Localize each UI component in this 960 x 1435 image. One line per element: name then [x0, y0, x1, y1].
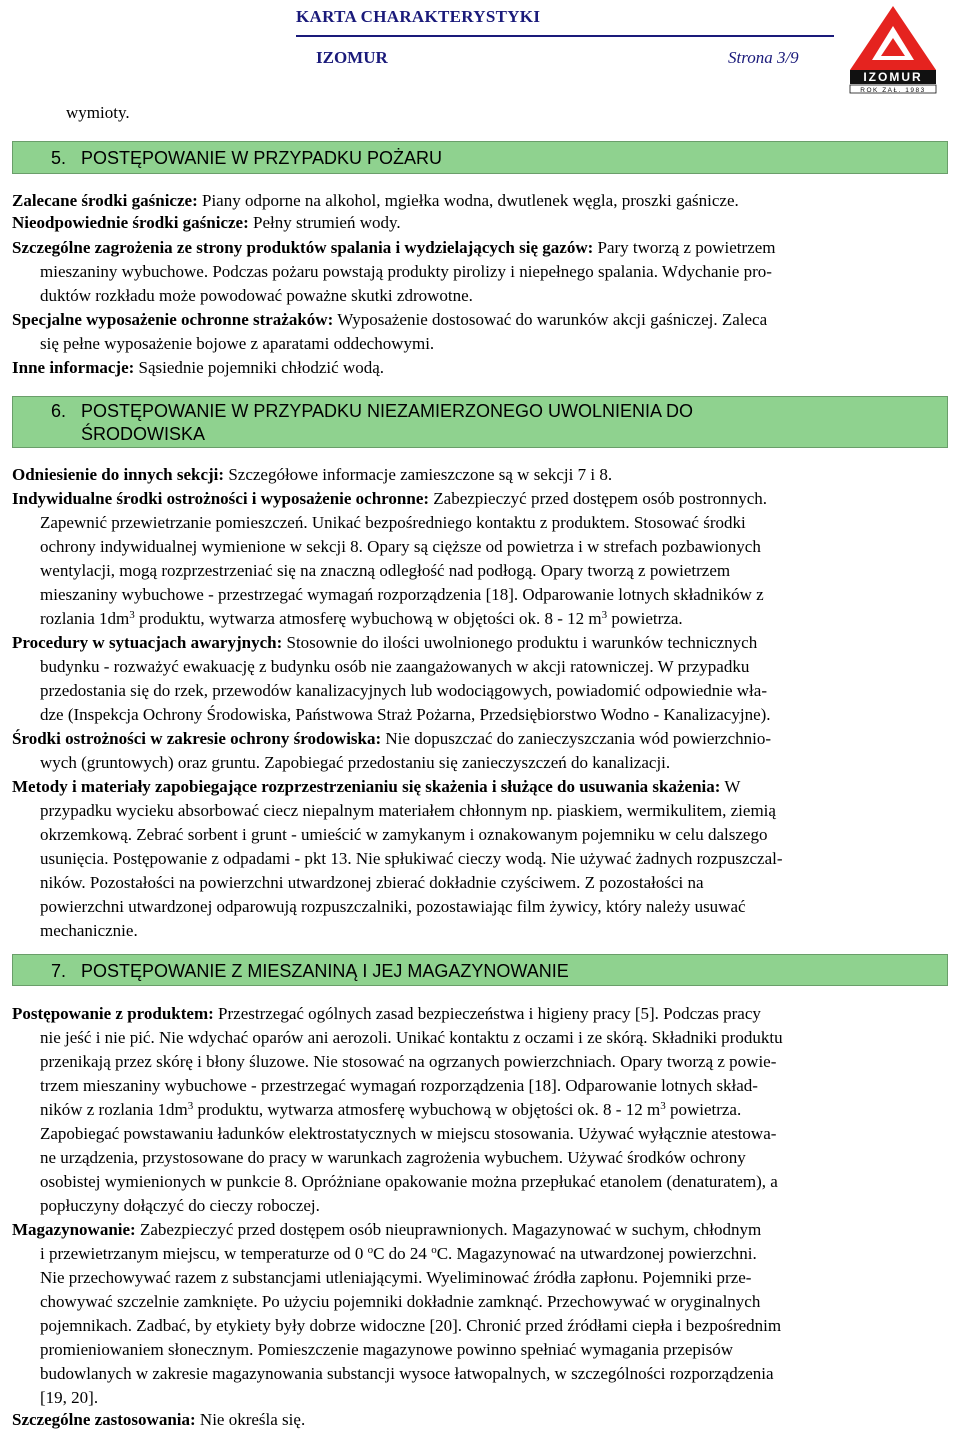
header-divider: [296, 35, 834, 37]
paragraph-line: popłuczyny dołączyć do cieczy roboczej.: [40, 1196, 320, 1215]
paragraph-line: przenikają przez skórę i błony śluzowe. Nie stosować na ogrzanych powierzchniach. Opary tworzą z powie-: [40, 1052, 777, 1071]
paragraph-line: mieszaniny wybuchowe. Podczas pożaru powstają produkty pirolizy i niepełnego spalania. Wdychanie pro-: [40, 262, 772, 281]
paragraph-line: przedostania się do rzek, przewodów kanalizacyjnych lub wodociągowych, powiadomić odpowiednie wła-: [40, 681, 767, 700]
paragraph-line: wentylacji, mogą rozprzestrzeniać się na znaczną odległość nad podłogą. Opary tworzą z powietrzem: [40, 561, 731, 580]
paragraph-line: Indywidualne środki ostrożności i wyposażenie ochronne: Zabezpieczyć przed dostępem osób postronnych.: [12, 489, 768, 508]
paragraph-line: wych (gruntowych) oraz gruntu. Zapobiegać przedostaniu się zanieczyszczeń do kanalizacji.: [40, 753, 671, 772]
paragraph-line: Postępowanie z produktem: Przestrzegać ogólnych zasad bezpieczeństwa i higieny pracy [5]. Podczas pracy: [12, 1004, 761, 1023]
paragraph-line: Szczególne zagrożenia ze strony produktów spalania i wydzielających się gazów: Pary tworzą z powietrzem: [12, 238, 776, 257]
paragraph-line: Zapobiegać powstawaniu ładunków elektrostatycznych w miejscu stosowania. Używać wyłącznie atestowa-: [40, 1124, 777, 1143]
paragraph-line: [19, 20].: [40, 1388, 99, 1407]
paragraph-line: Zalecane środki gaśnicze: Piany odporne na alkohol, mgiełka wodna, dwutlenek węgla, proszki gaśnicze.: [12, 191, 739, 210]
paragraph-line: się pełne wyposażenie bojowe z aparatami oddechowymi.: [40, 334, 435, 353]
paragraph-line: Szczególne zastosowania: Nie określa się.: [12, 1410, 306, 1429]
paragraph-line: nie jeść i nie pić. Nie wdychać oparów ani aerozoli. Unikać kontaktu z oczami i ze skórą. Składniki produktu: [40, 1028, 783, 1047]
section-5-header: [12, 141, 948, 174]
paragraph-line: Specjalne wyposażenie ochronne strażaków: Wyposażenie dostosować do warunków akcji gaśniczej. Zaleca: [12, 310, 768, 329]
paragraph-line: ochrony indywidualnej wymienione w sekcji 8. Opary są cięższe od powietrza i w strefach pozbawionych: [40, 537, 761, 556]
paragraph-line: Środki ostrożności w zakresie ochrony środowiska: Nie dopuszczać do zanieczyszczania wód powierzchnio-: [12, 729, 772, 748]
paragraph-line: chowywać szczelnie zamknięte. Po użyciu pojemniki dokładnie zamknąć. Przechowywać w oryginalnych: [40, 1292, 761, 1311]
section-title-line2: ŚRODOWISKA: [81, 424, 206, 444]
continued-text: wymioty.: [66, 103, 130, 122]
paragraph-line: ników z rozlania $1dm^3$ produktu, wytwarza atmosferę wybuchową w objętości ok. 8 - 12 $m^3$ powietrza.: [40, 1100, 742, 1119]
logo-text: IZOMUR: [863, 70, 923, 84]
logo-subtext: ROK ZAŁ. 1983: [860, 87, 926, 94]
paragraph-line: Procedury w sytuacjach awaryjnych: Stosownie do ilości uwolnionego produktu i warunków technicznych: [12, 633, 758, 652]
paragraph-line: Metody i materiały zapobiegające rozprzestrzenianiu się skażenia i służące do usuwania skażenia: W: [12, 777, 741, 796]
paragraph-line: powierzchni utwardzonej odparowują rozpuszczalniki, pozostawiając film żywicy, który należy usuwać: [40, 897, 746, 916]
section-title: POSTĘPOWANIE W PRZYPADKU NIEZAMIERZONEGO UWOLNIENIA DO: [81, 401, 694, 421]
paragraph-line: promieniowaniem słonecznym. Pomieszczenie magazynowe powinno spełniać wymagania przepisów: [40, 1340, 734, 1359]
paragraph-line: Nieodpowiednie środki gaśnicze: Pełny strumień wody.: [12, 213, 401, 232]
paragraph-line: osobistej wymienionych w punkcie 8. Opróżniane opakowanie można przepłukać etanolem (denaturatem), a: [40, 1172, 778, 1191]
section-6-header: [12, 396, 948, 448]
paragraph-line: okrzemkową. Zebrać sorbent i grunt - umieścić w zamykanym i oznakowanym pojemniku w celu dalszego: [40, 825, 768, 844]
paragraph-line: Odniesienie do innych sekcji: Szczegółowe informacje zamieszczone są w sekcji 7 i 8.: [12, 465, 613, 484]
section-number: 5.: [51, 148, 67, 168]
paragraph-line: Zapewnić przewietrzanie pomieszczeń. Unikać bezpośredniego kontaktu z produktem. Stosować środki: [40, 513, 746, 532]
paragraph-line: pojemnikach. Zadbać, by etykiety były dobrze widoczne [20]. Chronić przed źródłami ciepła i bezpośrednim: [40, 1316, 782, 1335]
paragraph-line: mieszaniny wybuchowe - przestrzegać wymagań rozporządzenia [18]. Odparowanie lotnych składników z: [40, 585, 764, 604]
paragraph-line: Nie przechowywać razem z substancjami utleniającymi. Wyeliminować źródła zapłonu. Pojemniki prze-: [40, 1268, 752, 1287]
page-number: Strona 3/9: [728, 48, 799, 67]
section-title: POSTĘPOWANIE W PRZYPADKU POŻARU: [81, 148, 443, 168]
paragraph-line: duktów rozkładu może powodować poważne skutki zdrowotne.: [40, 286, 473, 305]
paragraph-line: usunięcia. Postępowanie z odpadami - pkt 13. Nie spłukiwać cieczy wodą. Nie używać żadnych rozpuszczal-: [40, 849, 783, 868]
section-title: POSTĘPOWANIE Z MIESZANINĄ I JEJ MAGAZYNOWANIE: [81, 961, 569, 981]
section-number: 7.: [51, 961, 67, 981]
paragraph-line: rozlania $1dm^3$ produktu, wytwarza atmosferę wybuchową w objętości ok. 8 - 12 $m^3$ powietrza.: [40, 609, 683, 628]
paragraph-line: budynku - rozważyć ewakuację z budynku osób nie zaangażowanych w akcji ratowniczej. W przypadku: [40, 657, 750, 676]
document-title: KARTA CHARAKTERYSTYKI: [296, 7, 541, 26]
paragraph-line: budowlanych w zakresie magazynowania substancji wysoce łatwopalnych, w szczególności rozporządzenia: [40, 1364, 774, 1383]
paragraph-line: ników. Pozostałości na powierzchni utwardzonej zbierać dokładnie czyściwem. Z pozostałości na: [40, 873, 704, 892]
izomur-logo: [846, 2, 940, 94]
paragraph-line: dze (Inspekcja Ochrony Środowiska, Państwowa Straż Pożarna, Przedsiębiorstwo Wodno - Kanalizacyjne).: [40, 705, 771, 724]
paragraph-line: Magazynowanie: Zabezpieczyć przed dostępem osób nieuprawnionych. Magazynować w suchym, chłodnym: [12, 1220, 762, 1239]
section-7-header: [12, 954, 948, 986]
paragraph-line: i przewietrzanym miejscu, w temperaturze od 0 $^o$C do 24 $^o$C. Magazynować na utwardzonej powierzchni.: [40, 1244, 757, 1263]
paragraph-line: przypadku wycieku absorbować ciecz niepalnym materiałem chłonnym np. piaskiem, wermikulitem, ziemią: [40, 801, 776, 820]
section-number: 6.: [51, 401, 67, 421]
paragraph-line: trzem mieszaniny wybuchowe - przestrzegać wymagań rozporządzenia [18]. Odparowanie lotnych skład-: [40, 1076, 758, 1095]
company-name: IZOMUR: [316, 48, 388, 67]
paragraph-line: mechanicznie.: [40, 921, 138, 940]
paragraph-line: Inne informacje: Sąsiednie pojemniki chłodzić wodą.: [12, 358, 385, 377]
paragraph-line: ne urządzenia, przystosowane do pracy w warunkach zagrożenia wybuchem. Używać środków ochrony: [40, 1148, 746, 1167]
